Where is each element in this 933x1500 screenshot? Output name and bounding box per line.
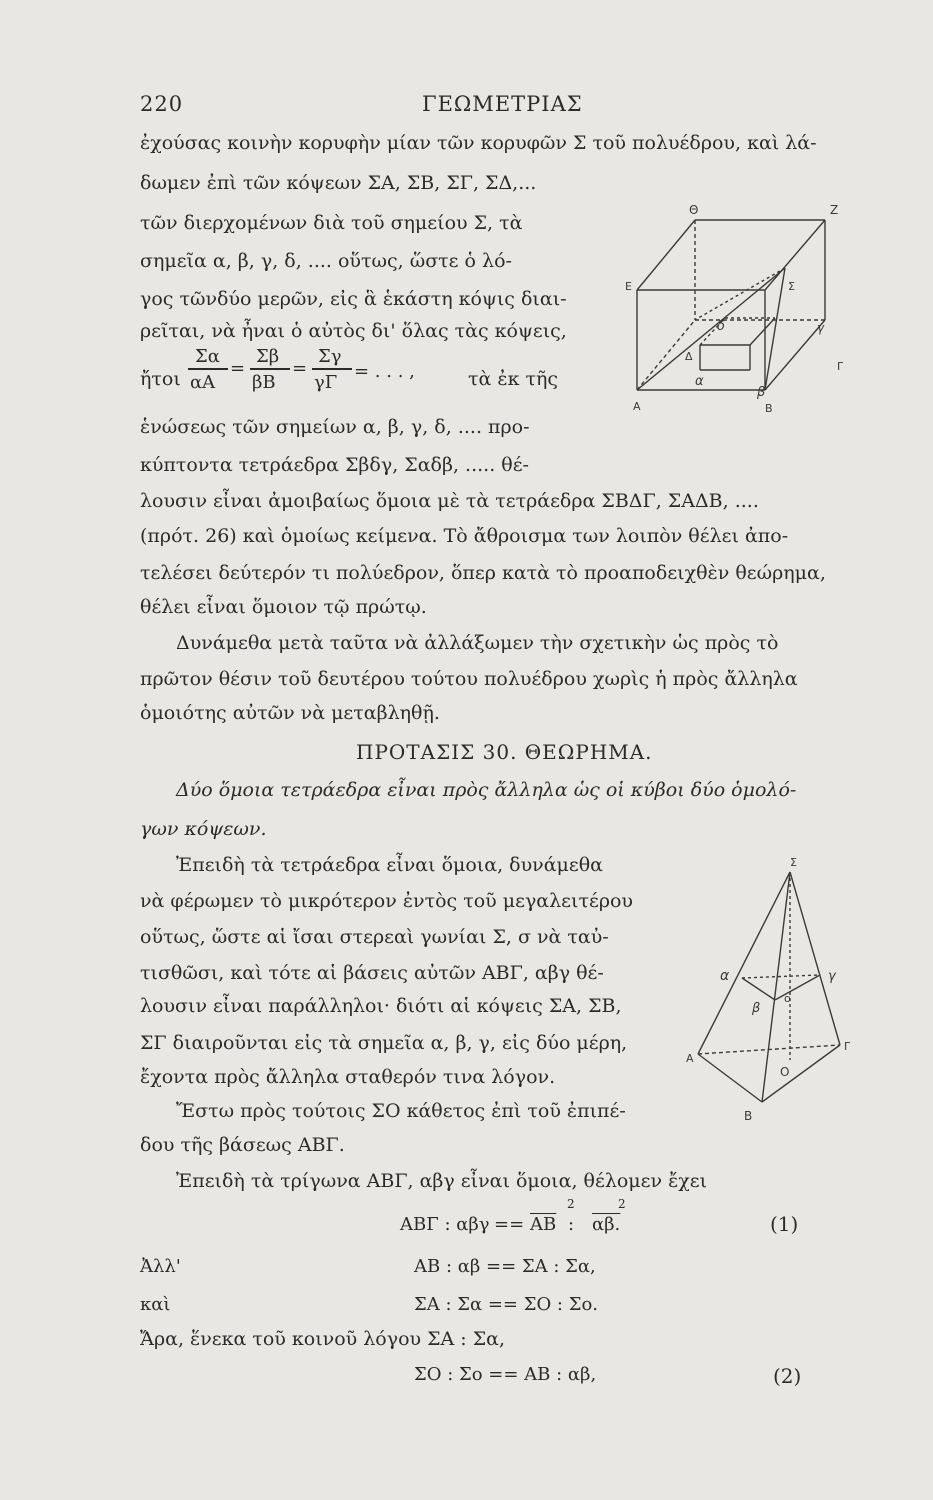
label-beta: β — [752, 1001, 761, 1016]
text-line: λουσιν εἶναι ἀμοιβαίως ὅμοια μὲ τὰ τετράεδρα ΣΒΔΓ, ΣΑΔΒ, .... — [140, 490, 759, 512]
statement-line: γων κόψεων. — [140, 818, 267, 840]
text-line: θέλει εἶναι ὅμοιον τῷ πρώτῳ. — [140, 596, 427, 618]
text-line: ἑνώσεως τῶν σημείων α, β, γ, δ, .... προ- — [140, 416, 530, 438]
label-delta-small: δ — [717, 319, 725, 334]
label-beta: β — [757, 385, 766, 400]
exponent: 2 — [618, 1197, 626, 1211]
fraction-bar — [188, 368, 228, 370]
polyhedron-figure — [625, 190, 850, 415]
fraction-bar — [312, 368, 352, 370]
equation-1-right-a: $\overline{AB}$ — [530, 1214, 557, 1235]
label-z: Ζ — [830, 203, 839, 217]
text-line: δωμεν ἐπὶ τῶν κόψεων ΣΑ, ΣΒ, ΣΓ, ΣΔ,... — [140, 172, 537, 194]
fraction-numerator: Σβ — [256, 346, 280, 367]
label-theta: Θ — [689, 203, 699, 217]
text-line: κύπτοντα τετράεδρα Σβδγ, Σαδβ, ..... θέ- — [140, 454, 529, 476]
equation-1-equals: == — [494, 1214, 525, 1235]
text-line: σημεῖα α, β, γ, δ, .... οὕτως, ὥστε ὁ λό- — [140, 250, 512, 272]
text-line: Ἐπειδὴ τὰ τετράεδρα εἶναι ὅμοια, δυνάμεθα — [176, 854, 603, 876]
text-line: τὰ ἐκ τῆς — [468, 368, 559, 390]
text-line: τῶν διερχομένων διὰ τοῦ σημείου Σ, τὰ — [140, 212, 523, 234]
exponent: 2 — [567, 1197, 575, 1211]
label-o-cap: Ο — [780, 1065, 790, 1079]
equation-3: ΣΑ : Σα == ΣΟ : Σο. — [414, 1294, 598, 1315]
text-word: Ἀλλ' — [140, 1256, 181, 1277]
text-line: λουσιν εἶναι παράλληλοι· διότι αἱ κόψεις ΣΑ, ΣΒ, — [140, 995, 622, 1017]
text-line: γος τῶνδύο μερῶν, εἰς ἃ ἑκάστη κόψις διαι- — [140, 288, 567, 310]
text-line: δου τῆς βάσεως ΑΒΓ. — [140, 1134, 345, 1156]
statement-line: Δύο ὅμοια τετράεδρα εἶναι πρὸς ἄλληλα ὡς οἱ κύβοι δύο ὁμολό- — [176, 779, 797, 801]
equation-label: (1) — [770, 1212, 799, 1236]
equals-ellipsis: = . . . , — [354, 361, 415, 382]
text-line: ΣΓ διαιροῦνται εἰς τὰ σημεῖα α, β, γ, εἰς δύο μέρη, — [140, 1032, 628, 1054]
text-line: Δυνάμεθα μετὰ ταῦτα νὰ ἀλλάξωμεν τὴν σχετικὴν ὡς πρὸς τὸ — [176, 632, 779, 654]
label-gamma-cap: Γ — [844, 1040, 851, 1053]
label-sigma: Σ — [788, 280, 795, 293]
text-line: Ἄρα, ἕνεκα τοῦ κοινοῦ λόγου ΣΑ : Σα, — [140, 1328, 506, 1350]
fraction-denominator: αΑ — [190, 372, 216, 393]
text-line: ἐχούσας κοινὴν κορυφὴν μίαν τῶν κορυφῶν Σ τοῦ πολυέδρου, καὶ λά- — [140, 132, 817, 154]
equals-sign: = — [292, 358, 308, 379]
label-b-cap: Β — [765, 402, 773, 415]
text-line: πρῶτον θέσιν τοῦ δευτέρου τούτου πολυέδρου χωρὶς ἡ πρὸς ἄλληλα — [140, 668, 798, 690]
label-o-small: ο — [784, 992, 791, 1005]
label-gamma-cap: Γ — [837, 360, 844, 373]
label-a-cap: Α — [633, 400, 641, 413]
fraction-denominator: βΒ — [252, 372, 276, 393]
label-gamma: γ — [828, 969, 836, 984]
running-title: ΓΕΩΜΕΤΡΙΑΣ — [422, 92, 583, 116]
equals-sign: = — [230, 358, 246, 379]
equation-label: (2) — [773, 1364, 802, 1388]
equation-1-left: ΑΒΓ : αβγ — [400, 1214, 490, 1235]
text-line: νὰ φέρωμεν τὸ μικρότερον ἐντὸς τοῦ μεγαλειτέρου — [140, 890, 633, 912]
tetrahedron-figure — [680, 850, 870, 1130]
proposition-heading: ΠΡΟΤΑΣΙΣ 30. ΘΕΩΡΗΜΑ. — [356, 740, 653, 764]
text-line: ἔχοντα πρὸς ἄλληλα σταθερόν τινα λόγον. — [140, 1066, 556, 1088]
text-word: καὶ — [140, 1294, 171, 1315]
equation-1-right-b: αβ. — [592, 1214, 621, 1235]
label-a-cap: Α — [686, 1052, 694, 1065]
fraction-numerator: Σγ — [318, 346, 342, 367]
label-sigma: Σ — [790, 856, 797, 869]
label-b-cap: Β — [744, 1109, 753, 1123]
fraction-bar — [250, 368, 290, 370]
fraction-numerator: Σα — [195, 346, 220, 367]
equation-2: ΑΒ : αβ == ΣΑ : Σα, — [414, 1256, 596, 1277]
text-line: οὕτως, ὥστε αἱ ἴσαι στερεαὶ γωνίαι Σ, σ νὰ ταὐ- — [140, 926, 609, 948]
page-number: 220 — [140, 92, 184, 116]
text-line: Ἔστω πρὸς τούτοις ΣΟ κάθετος ἐπὶ τοῦ ἐπιπέ- — [176, 1100, 626, 1122]
label-e: Ε — [625, 280, 632, 293]
fraction-denominator: γΓ — [314, 372, 338, 393]
text-line: (πρότ. 26) καὶ ὁμοίως κείμενα. Τὸ ἄθροισμα των λοιπὸν θέλει ἀπο- — [140, 525, 789, 547]
label-alpha: α — [695, 374, 704, 389]
label-delta-cap: Δ — [685, 350, 693, 363]
text-line: Ἐπειδὴ τὰ τρίγωνα ΑΒΓ, αβγ εἶναι ὅμοια, θέλομεν ἔχει — [176, 1170, 708, 1192]
text-line: ὁμοιότης αὐτῶν νὰ μεταβληθῇ. — [140, 702, 440, 724]
text-line: τισθῶσι, καὶ τότε αἱ βάσεις αὐτῶν ΑΒΓ, αβγ θέ- — [140, 962, 604, 984]
text-line: τελέσει δεύτερόν τι πολύεδρον, ὅπερ κατὰ τὸ προαποδειχθὲν θεώρημα, — [140, 562, 826, 584]
text-line: ἤτοι — [140, 368, 181, 390]
equation-4: ΣΟ : Σο == ΑΒ : αβ, — [414, 1364, 597, 1385]
label-alpha: α — [720, 968, 730, 984]
text-line: ρεῖται, νὰ ἦναι ὁ αὐτὸς δι' ὅλας τὰς κόψεις, — [140, 320, 567, 342]
equation-1-colon: : — [568, 1214, 575, 1235]
label-gamma-small: γ — [817, 321, 825, 335]
